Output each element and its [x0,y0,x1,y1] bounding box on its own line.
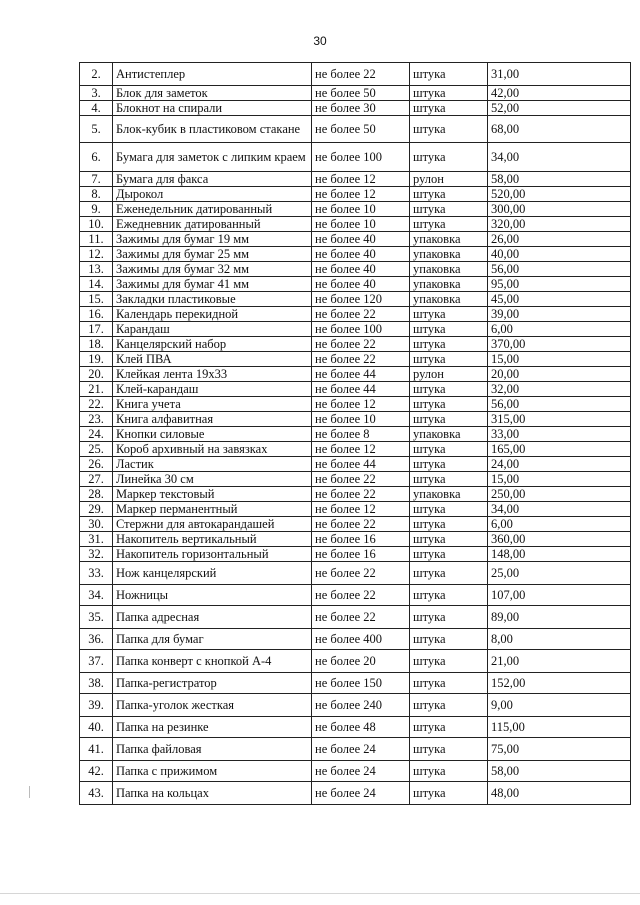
unit-cell: упаковка [410,292,488,307]
row-number-cell: 17. [80,322,113,337]
unit-cell: штука [410,585,488,606]
row-number-cell: 11. [80,232,113,247]
quantity-limit-cell: не более 10 [312,217,410,232]
row-number-cell: 12. [80,247,113,262]
item-name-cell: Зажимы для бумаг 32 мм [113,262,312,277]
table-row [80,532,631,547]
table-row [80,277,631,292]
unit-cell: упаковка [410,487,488,502]
quantity-limit-cell: не более 40 [312,247,410,262]
table-row [80,673,631,694]
row-number-cell: 28. [80,487,113,502]
price-cell: 56,00 [488,397,631,412]
price-cell: 360,00 [488,532,631,547]
table-row [80,337,631,352]
unit-cell: штука [410,629,488,650]
price-cell: 24,00 [488,457,631,472]
price-cell: 34,00 [488,502,631,517]
item-name-cell: Накопитель горизонтальный [113,547,312,562]
margin-mark [29,786,30,798]
table-row [80,562,631,585]
item-name-cell: Папка-регистратор [113,673,312,694]
row-number-cell: 36. [80,629,113,650]
unit-cell: штука [410,717,488,738]
price-cell: 6,00 [488,322,631,337]
row-number-cell: 43. [80,782,113,805]
item-name-cell: Бумага для заметок с липким краем [113,143,312,172]
unit-cell: штука [410,412,488,427]
item-name-cell: Канцелярский набор [113,337,312,352]
row-number-cell: 42. [80,761,113,782]
unit-cell: упаковка [410,277,488,292]
unit-cell: упаковка [410,247,488,262]
item-name-cell: Маркер перманентный [113,502,312,517]
item-name-cell: Ежедневник датированный [113,217,312,232]
row-number-cell: 8. [80,187,113,202]
row-number-cell: 40. [80,717,113,738]
row-number-cell: 6. [80,143,113,172]
row-number-cell: 4. [80,101,113,116]
item-name-cell: Карандаш [113,322,312,337]
price-cell: 20,00 [488,367,631,382]
price-cell: 107,00 [488,585,631,606]
price-cell: 21,00 [488,650,631,673]
item-name-cell: Зажимы для бумаг 41 мм [113,277,312,292]
item-name-cell: Клей-карандаш [113,382,312,397]
quantity-limit-cell: не более 240 [312,694,410,717]
item-name-cell: Книга алфавитная [113,412,312,427]
price-cell: 250,00 [488,487,631,502]
unit-cell: штука [410,143,488,172]
unit-cell: штука [410,101,488,116]
price-cell: 45,00 [488,292,631,307]
quantity-limit-cell: не более 400 [312,629,410,650]
items-table [79,62,631,805]
item-name-cell: Блокнот на спирали [113,101,312,116]
quantity-limit-cell: не более 24 [312,738,410,761]
item-name-cell: Книга учета [113,397,312,412]
price-cell: 320,00 [488,217,631,232]
quantity-limit-cell: не более 22 [312,337,410,352]
table-row [80,172,631,187]
table-row [80,427,631,442]
row-number-cell: 29. [80,502,113,517]
table-row [80,352,631,367]
price-cell: 58,00 [488,761,631,782]
page-number: 30 [313,34,327,48]
item-name-cell: Клей ПВА [113,352,312,367]
unit-cell: штука [410,547,488,562]
price-cell: 48,00 [488,782,631,805]
unit-cell: упаковка [410,427,488,442]
price-cell: 152,00 [488,673,631,694]
row-number-cell: 10. [80,217,113,232]
row-number-cell: 33. [80,562,113,585]
price-cell: 39,00 [488,307,631,322]
table-row [80,502,631,517]
row-number-cell: 9. [80,202,113,217]
item-name-cell: Зажимы для бумаг 25 мм [113,247,312,262]
price-cell: 31,00 [488,63,631,86]
row-number-cell: 22. [80,397,113,412]
quantity-limit-cell: не более 50 [312,86,410,101]
quantity-limit-cell: не более 22 [312,562,410,585]
quantity-limit-cell: не более 16 [312,547,410,562]
unit-cell: штука [410,532,488,547]
quantity-limit-cell: не более 22 [312,352,410,367]
table-row [80,412,631,427]
unit-cell: штука [410,472,488,487]
price-cell: 148,00 [488,547,631,562]
item-name-cell: Папка файловая [113,738,312,761]
quantity-limit-cell: не более 120 [312,292,410,307]
unit-cell: штука [410,352,488,367]
price-cell: 58,00 [488,172,631,187]
item-name-cell: Папка на резинке [113,717,312,738]
table-row [80,457,631,472]
row-number-cell: 24. [80,427,113,442]
quantity-limit-cell: не более 30 [312,101,410,116]
quantity-limit-cell: не более 22 [312,472,410,487]
table-row [80,487,631,502]
price-cell: 6,00 [488,517,631,532]
row-number-cell: 18. [80,337,113,352]
row-number-cell: 2. [80,63,113,86]
price-cell: 89,00 [488,606,631,629]
unit-cell: упаковка [410,232,488,247]
price-cell: 370,00 [488,337,631,352]
quantity-limit-cell: не более 44 [312,367,410,382]
quantity-limit-cell: не более 22 [312,606,410,629]
price-cell: 33,00 [488,427,631,442]
row-number-cell: 15. [80,292,113,307]
table-row [80,694,631,717]
item-name-cell: Ластик [113,457,312,472]
table-row [80,187,631,202]
table-row [80,442,631,457]
table-row [80,322,631,337]
table-row [80,738,631,761]
item-name-cell: Календарь перекидной [113,307,312,322]
price-cell: 115,00 [488,717,631,738]
row-number-cell: 34. [80,585,113,606]
row-number-cell: 5. [80,116,113,143]
row-number-cell: 14. [80,277,113,292]
price-cell: 9,00 [488,694,631,717]
page-bottom-edge [0,893,640,894]
quantity-limit-cell: не более 22 [312,487,410,502]
table-row [80,262,631,277]
item-name-cell: Бумага для факса [113,172,312,187]
table-row [80,629,631,650]
item-name-cell: Короб архивный на завязках [113,442,312,457]
item-name-cell: Блок-кубик в пластиковом стакане [113,116,312,143]
table-row [80,86,631,101]
row-number-cell: 16. [80,307,113,322]
quantity-limit-cell: не более 48 [312,717,410,738]
price-cell: 95,00 [488,277,631,292]
table-row [80,292,631,307]
quantity-limit-cell: не более 24 [312,761,410,782]
item-name-cell: Стержни для автокарандашей [113,517,312,532]
table-row [80,116,631,143]
quantity-limit-cell: не более 12 [312,397,410,412]
item-name-cell: Дырокол [113,187,312,202]
table-row [80,761,631,782]
unit-cell: рулон [410,172,488,187]
price-cell: 56,00 [488,262,631,277]
row-number-cell: 19. [80,352,113,367]
quantity-limit-cell: не более 12 [312,442,410,457]
quantity-limit-cell: не более 10 [312,412,410,427]
quantity-limit-cell: не более 16 [312,532,410,547]
item-name-cell: Маркер текстовый [113,487,312,502]
quantity-limit-cell: не более 40 [312,232,410,247]
quantity-limit-cell: не более 22 [312,307,410,322]
price-cell: 75,00 [488,738,631,761]
unit-cell: штука [410,650,488,673]
item-name-cell: Папка конверт с кнопкой А-4 [113,650,312,673]
row-number-cell: 21. [80,382,113,397]
price-cell: 52,00 [488,101,631,116]
item-name-cell: Папка-уголок жесткая [113,694,312,717]
unit-cell: штука [410,502,488,517]
table-row [80,101,631,116]
price-cell: 8,00 [488,629,631,650]
price-cell: 42,00 [488,86,631,101]
item-name-cell: Антистеплер [113,63,312,86]
item-name-cell: Закладки пластиковые [113,292,312,307]
unit-cell: штука [410,442,488,457]
quantity-limit-cell: не более 8 [312,427,410,442]
quantity-limit-cell: не более 22 [312,63,410,86]
item-name-cell: Зажимы для бумаг 19 мм [113,232,312,247]
price-cell: 68,00 [488,116,631,143]
unit-cell: штука [410,202,488,217]
table-row [80,232,631,247]
unit-cell: штука [410,761,488,782]
price-cell: 32,00 [488,382,631,397]
quantity-limit-cell: не более 40 [312,277,410,292]
unit-cell: штука [410,187,488,202]
quantity-limit-cell: не более 24 [312,782,410,805]
quantity-limit-cell: не более 44 [312,457,410,472]
row-number-cell: 20. [80,367,113,382]
table-row [80,547,631,562]
unit-cell: штука [410,517,488,532]
unit-cell: штука [410,382,488,397]
unit-cell: штука [410,307,488,322]
item-name-cell: Блок для заметок [113,86,312,101]
row-number-cell: 39. [80,694,113,717]
item-name-cell: Линейка 30 см [113,472,312,487]
item-name-cell: Папка с прижимом [113,761,312,782]
price-cell: 34,00 [488,143,631,172]
unit-cell: рулон [410,367,488,382]
quantity-limit-cell: не более 20 [312,650,410,673]
quantity-limit-cell: не более 44 [312,382,410,397]
unit-cell: штука [410,337,488,352]
item-name-cell: Нож канцелярский [113,562,312,585]
price-cell: 315,00 [488,412,631,427]
row-number-cell: 23. [80,412,113,427]
row-number-cell: 13. [80,262,113,277]
table-row [80,517,631,532]
unit-cell: штука [410,63,488,86]
unit-cell: штука [410,782,488,805]
items-table-body [80,63,631,805]
item-name-cell: Папка для бумаг [113,629,312,650]
item-name-cell: Клейкая лента 19х33 [113,367,312,382]
table-row [80,397,631,412]
row-number-cell: 32. [80,547,113,562]
row-number-cell: 26. [80,457,113,472]
item-name-cell: Накопитель вертикальный [113,532,312,547]
unit-cell: штука [410,457,488,472]
row-number-cell: 38. [80,673,113,694]
table-row [80,472,631,487]
unit-cell: штука [410,738,488,761]
table-row [80,247,631,262]
table-row [80,63,631,86]
unit-cell: штука [410,397,488,412]
price-cell: 165,00 [488,442,631,457]
quantity-limit-cell: не более 100 [312,322,410,337]
table-row [80,143,631,172]
unit-cell: штука [410,322,488,337]
price-cell: 300,00 [488,202,631,217]
unit-cell: упаковка [410,262,488,277]
quantity-limit-cell: не более 12 [312,187,410,202]
row-number-cell: 27. [80,472,113,487]
row-number-cell: 7. [80,172,113,187]
quantity-limit-cell: не более 22 [312,517,410,532]
quantity-limit-cell: не более 50 [312,116,410,143]
table-row [80,217,631,232]
row-number-cell: 31. [80,532,113,547]
price-cell: 26,00 [488,232,631,247]
quantity-limit-cell: не более 100 [312,143,410,172]
table-row [80,606,631,629]
unit-cell: штука [410,562,488,585]
price-cell: 15,00 [488,352,631,367]
row-number-cell: 35. [80,606,113,629]
table-row [80,717,631,738]
row-number-cell: 3. [80,86,113,101]
unit-cell: штука [410,673,488,694]
item-name-cell: Ножницы [113,585,312,606]
table-row [80,650,631,673]
quantity-limit-cell: не более 22 [312,585,410,606]
unit-cell: штука [410,694,488,717]
quantity-limit-cell: не более 12 [312,502,410,517]
row-number-cell: 37. [80,650,113,673]
price-cell: 15,00 [488,472,631,487]
unit-cell: штука [410,217,488,232]
quantity-limit-cell: не более 12 [312,172,410,187]
row-number-cell: 25. [80,442,113,457]
table-row [80,782,631,805]
unit-cell: штука [410,86,488,101]
item-name-cell: Папка адресная [113,606,312,629]
unit-cell: штука [410,116,488,143]
table-row [80,307,631,322]
quantity-limit-cell: не более 10 [312,202,410,217]
row-number-cell: 41. [80,738,113,761]
quantity-limit-cell: не более 150 [312,673,410,694]
row-number-cell: 30. [80,517,113,532]
unit-cell: штука [410,606,488,629]
table-row [80,367,631,382]
price-cell: 520,00 [488,187,631,202]
item-name-cell: Папка на кольцах [113,782,312,805]
item-name-cell: Еженедельник датированный [113,202,312,217]
item-name-cell: Кнопки силовые [113,427,312,442]
table-row [80,585,631,606]
price-cell: 25,00 [488,562,631,585]
quantity-limit-cell: не более 40 [312,262,410,277]
table-row [80,382,631,397]
table-row [80,202,631,217]
price-cell: 40,00 [488,247,631,262]
